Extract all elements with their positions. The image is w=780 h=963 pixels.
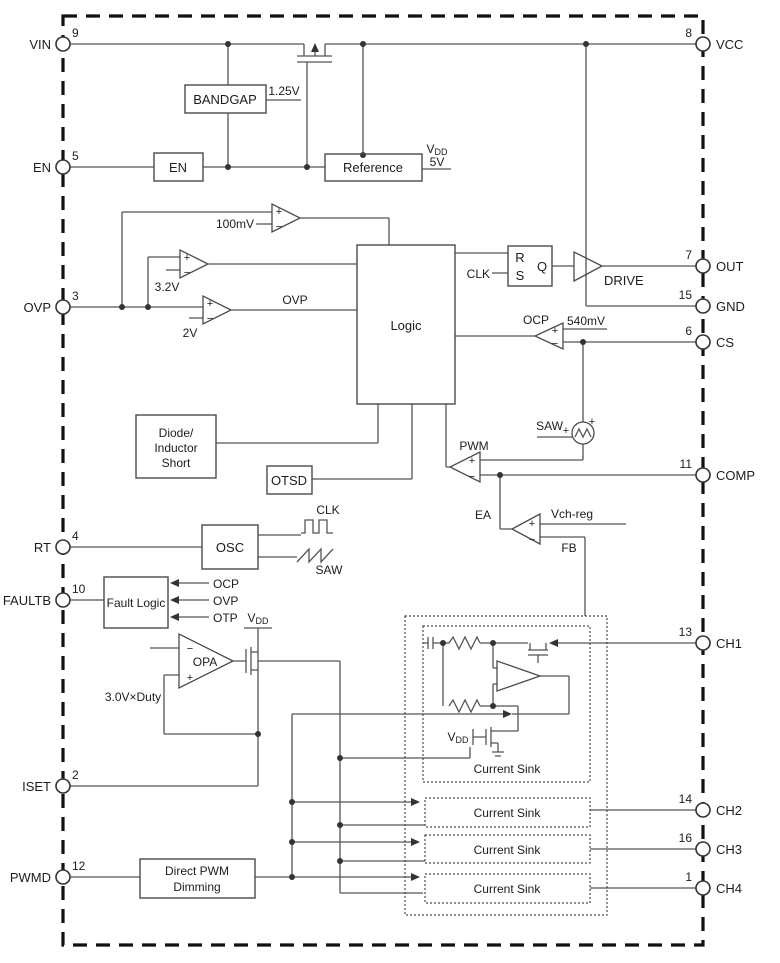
pwm-comparator-label: PWM — [459, 439, 489, 453]
junction-dot — [490, 703, 496, 709]
ocp-comparator-label: OCP — [522, 313, 549, 327]
plus-sign: + — [183, 252, 191, 264]
pin-cs — [685, 324, 734, 350]
pin-ch2-number: 14 — [678, 792, 692, 806]
pin-en — [33, 149, 79, 175]
current-sink-ch3-label: Current Sink — [473, 843, 541, 857]
diode-short-line1: Diode/ — [158, 426, 194, 440]
pin-gnd — [679, 288, 745, 314]
minus-sign: − — [206, 313, 214, 325]
pin-ch2-terminal — [696, 803, 710, 817]
junction-dot — [289, 799, 295, 805]
junction-dot — [289, 874, 295, 880]
flipflop-r-label: R — [515, 250, 525, 265]
plus-sign: + — [275, 206, 283, 218]
pin-faultb-name: FAULTB — [2, 593, 51, 608]
resistor-top-icon — [449, 637, 480, 649]
pin-ch1-terminal — [696, 636, 710, 650]
pin-vin-name: VIN — [29, 37, 51, 52]
chip-boundary — [63, 16, 703, 945]
pin-vin-terminal — [56, 37, 70, 51]
ch4-enable-arrow-icon — [411, 873, 420, 881]
junction-dot — [440, 640, 446, 646]
pin-vcc-name: VCC — [716, 37, 744, 52]
plus-sign: + — [588, 416, 596, 428]
pin-ch3-number: 16 — [678, 831, 692, 845]
opa-label: OPA — [192, 655, 218, 669]
pin-ch4 — [685, 870, 742, 896]
pin-ch3-name: CH3 — [716, 842, 743, 857]
pin-ovp-number: 3 — [72, 289, 79, 303]
pin-comp-number: 11 — [679, 457, 692, 471]
pin-cs-terminal — [696, 335, 710, 349]
osc-label: OSC — [215, 540, 245, 555]
current-sink-ch2-label: Current Sink — [473, 806, 541, 820]
pin-gnd-name: GND — [716, 299, 745, 314]
ref-3v2-label: 3.2V — [154, 280, 180, 294]
fault-otp-arrow-icon — [170, 613, 179, 621]
plus-sign: + — [551, 325, 559, 337]
junction-dot — [337, 858, 343, 864]
pin-faultb-terminal — [56, 593, 70, 607]
pin-gnd-terminal — [696, 299, 710, 313]
junction-dot — [497, 472, 503, 478]
vdd-label-ch1 — [447, 730, 469, 745]
drive-label: DRIVE — [604, 273, 644, 288]
pin-iset-number: 2 — [72, 768, 79, 782]
pin-ch4-terminal — [696, 881, 710, 895]
fault-input-ovp: OVP — [213, 594, 239, 608]
osc-clk-label: CLK — [316, 503, 340, 517]
pin-out-name: OUT — [716, 259, 744, 274]
direct-pwm-line1: Direct PWM — [165, 864, 229, 878]
minus-sign: − — [275, 221, 283, 233]
summing-node-saw-glyph — [575, 429, 591, 437]
junction-dot — [145, 304, 151, 310]
vdd-sub: DD — [434, 147, 448, 157]
vdd-base: V — [447, 730, 456, 744]
junction-dot — [225, 164, 231, 170]
pin-vcc-terminal — [696, 37, 710, 51]
vch-reg-label: Vch-reg — [550, 507, 594, 521]
pin-rt-terminal — [56, 540, 70, 554]
ch3-enable-arrow-icon — [411, 838, 420, 846]
pin-iset — [22, 768, 79, 794]
junction-dot — [255, 731, 261, 737]
pin-ch2-name: CH2 — [716, 803, 743, 818]
ref-2v-label: 2V — [182, 326, 198, 340]
saw-waveform-icon — [297, 549, 333, 562]
junction-dot — [490, 640, 496, 646]
pin-rt — [34, 529, 79, 555]
pin-faultb — [3, 582, 86, 608]
saw-input-label: SAW — [536, 419, 563, 433]
pin-en-name: EN — [32, 160, 51, 175]
clk-input-label: CLK — [466, 267, 490, 281]
ch1-enable-arrow-icon — [503, 710, 512, 718]
junction-dot — [337, 755, 343, 761]
pin-ch4-name: CH4 — [716, 881, 743, 896]
resistor-bottom-icon — [449, 700, 480, 712]
pin-comp — [680, 457, 755, 483]
pin-en-terminal — [56, 160, 70, 174]
pin-pwmd-name: PWMD — [9, 870, 51, 885]
wires-opa-iset — [63, 628, 340, 786]
pin-vin-number: 9 — [72, 26, 79, 40]
plus-sign: + — [468, 455, 476, 467]
wires-logic-right — [446, 253, 696, 616]
pin-rt-number: 4 — [72, 529, 79, 543]
bandgap-label: BANDGAP — [193, 92, 257, 107]
plus-sign: + — [528, 518, 536, 530]
pin-vcc-number: 8 — [685, 26, 692, 40]
vdd-sub: DD — [255, 616, 269, 626]
ovp-signal-label: OVP — [282, 293, 308, 307]
mosfet-body-arrow-icon — [311, 43, 319, 52]
pin-ovp-name: OVP — [23, 300, 51, 315]
vdd-base: V — [426, 142, 435, 156]
error-amplifier-icon — [512, 514, 540, 544]
pin-en-number: 5 — [72, 149, 79, 163]
fault-input-otp: OTP — [213, 611, 238, 625]
junction-dot — [119, 304, 125, 310]
pin-ovp-terminal — [56, 300, 70, 314]
pin-iset-terminal — [56, 779, 70, 793]
pin-ch3-terminal — [696, 842, 710, 856]
pin-ovp — [24, 289, 79, 315]
ch1-amplifier-icon — [497, 661, 540, 691]
fault-ocp-arrow-icon — [170, 579, 179, 587]
minus-sign: − — [468, 471, 476, 483]
plus-sign: + — [186, 672, 194, 684]
minus-sign: − — [528, 534, 536, 546]
pin-comp-name: COMP — [716, 468, 755, 483]
fb-label: FB — [561, 541, 577, 555]
pin-comp-terminal — [696, 468, 710, 482]
wires-sink-outputs — [590, 810, 696, 888]
drive-buffer-icon — [574, 252, 602, 281]
pin-out — [685, 248, 743, 274]
junction-dot — [304, 164, 310, 170]
pin-vcc — [685, 26, 743, 52]
junction-dot — [360, 152, 366, 158]
pwm-comparator-icon — [450, 452, 480, 482]
duty-ref-label: 3.0V×Duty — [104, 690, 162, 704]
junction-dot — [360, 41, 366, 47]
pin-out-number: 7 — [685, 248, 692, 262]
ea-label: EA — [474, 508, 492, 522]
minus-sign: − — [186, 643, 194, 655]
junction-dot — [583, 41, 589, 47]
bandgap-output-value: 1.25V — [268, 84, 300, 98]
fault-input-ocp: OCP — [213, 577, 240, 591]
pin-ch1 — [679, 625, 742, 651]
pin-ch1-number: 13 — [678, 625, 692, 639]
junction-dot — [289, 839, 295, 845]
minus-sign: − — [551, 338, 559, 350]
current-sink-ch4-label: Current Sink — [473, 882, 541, 896]
junction-dot — [580, 339, 586, 345]
pin-pwmd-number: 12 — [72, 859, 86, 873]
current-sink-ch1-label: Current Sink — [473, 762, 541, 776]
junction-dot — [225, 41, 231, 47]
ref-100mv-label: 100mV — [215, 217, 254, 231]
logic-label: Logic — [390, 318, 422, 333]
pin-ch1-name: CH1 — [716, 636, 743, 651]
pin-cs-name: CS — [716, 335, 735, 350]
vdd-sub: DD — [455, 735, 469, 745]
pin-rt-name: RT — [33, 540, 51, 555]
pin-pwmd-terminal — [56, 870, 70, 884]
pin-vin — [29, 26, 79, 52]
reference-label: Reference — [343, 160, 403, 175]
clk-waveform-icon — [301, 520, 333, 533]
pin-out-terminal — [696, 259, 710, 273]
ch2-enable-arrow-icon — [411, 798, 420, 806]
junction-dot — [337, 822, 343, 828]
vdd-base: V — [247, 611, 256, 625]
direct-pwm-line2: Dimming — [173, 880, 221, 894]
diode-short-line3: Short — [161, 456, 191, 470]
plus-sign: + — [206, 298, 214, 310]
pin-cs-number: 6 — [685, 324, 692, 338]
pin-ch3 — [679, 831, 742, 857]
pin-gnd-number: 15 — [678, 288, 692, 302]
pin-pwmd — [10, 859, 86, 885]
ref-540mv-label: 540mV — [567, 314, 606, 328]
en-block-label: EN — [168, 160, 188, 175]
otsd-label: OTSD — [270, 473, 308, 488]
flipflop-q-label: Q — [536, 259, 548, 274]
vdd-label-opa — [247, 611, 269, 626]
pin-ch4-number: 1 — [685, 870, 692, 884]
fault-logic-label: Fault Logic — [106, 596, 166, 610]
pin-ch2 — [679, 792, 742, 818]
ch1-pin-arrow-icon — [549, 639, 558, 647]
pin-faultb-number: 10 — [72, 582, 86, 596]
diode-short-line2: Inductor — [154, 441, 198, 455]
flipflop-s-label: S — [515, 268, 525, 283]
minus-sign: − — [183, 267, 191, 279]
reference-output-value: 5V — [429, 155, 445, 169]
pin-iset-name: ISET — [22, 779, 51, 794]
osc-saw-label: SAW — [315, 563, 343, 577]
fault-ovp-arrow-icon — [170, 596, 179, 604]
plus-sign: + — [562, 425, 570, 437]
